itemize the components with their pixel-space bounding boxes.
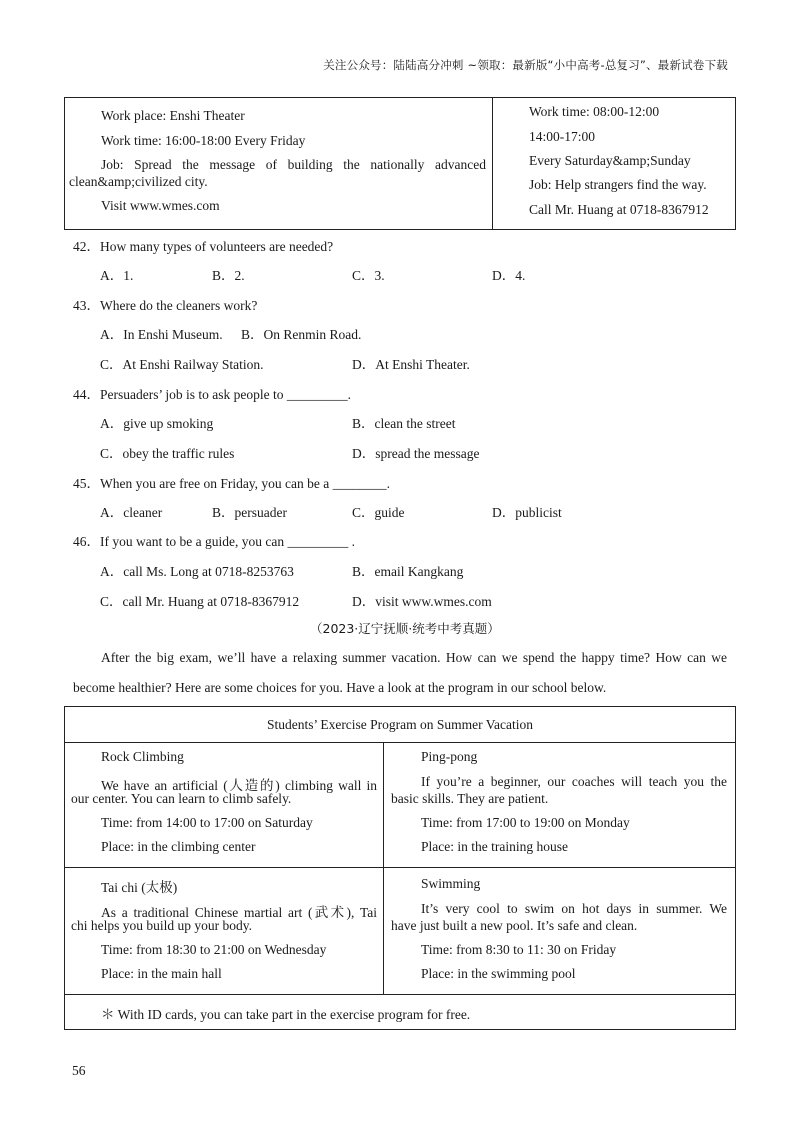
option-46-b[interactable]: B．email Kangkang [352,564,464,579]
question-44: 44．Persuaders’ job is to ask people to _________. [73,387,351,402]
swimming-desc-2: have just built a new pool. It’s safe and clean. [391,918,638,933]
work-time-1: Work time: 08:00-12:00 [529,104,660,119]
swimming-title: Swimming [421,876,481,891]
swimming-place: Place: in the swimming pool [421,966,576,981]
ping-pong-desc-2: basic skills. They are patient. [391,791,549,806]
option-43-d[interactable]: D．At Enshi Theater. [352,357,470,372]
rock-climbing-title: Rock Climbing [101,749,184,764]
ping-pong-desc-1: If you’re a beginner, our coaches will teach you the [421,774,727,789]
job-line-1: Job: Spread the message of building the nationally advanced [101,157,486,172]
swimming-desc-1: It’s very cool to swim on hot days in summer. We [421,901,727,916]
option-42-b[interactable]: B．2. [212,268,245,283]
option-46-d[interactable]: D．visit www.wmes.com [352,594,492,609]
option-45-c[interactable]: C．guide [352,505,405,520]
volunteer-table [64,97,736,230]
option-46-a[interactable]: A．call Ms. Long at 0718-8253763 [100,564,294,579]
swimming-time: Time: from 8:30 to 11: 30 on Friday [421,942,617,957]
option-44-a[interactable]: A．give up smoking [100,416,214,431]
table-caption: Students’ Exercise Program on Summer Vacation [65,707,735,743]
work-time-2: 14:00-17:00 [529,129,595,144]
option-42-d[interactable]: D．4. [492,268,526,283]
question-46: 46．If you want to be a guide, you can _________ . [73,534,355,549]
page-number: 56 [72,1063,86,1078]
tai-chi-time: Time: from 18:30 to 21:00 on Wednesday [101,942,327,957]
option-45-b[interactable]: B．persuader [212,505,287,520]
question-42: 42．How many types of volunteers are needed? [73,239,334,254]
ping-pong-title: Ping-pong [421,749,478,764]
volunteer-table-left-cell [65,98,493,229]
option-45-d[interactable]: D．publicist [492,505,562,520]
rock-climbing-desc-1: We have an artificial (人造的) climbing wall in [101,778,377,793]
tai-chi-desc-2: chi helps you build up your body. [71,918,252,933]
rock-climbing-place: Place: in the climbing center [101,839,256,854]
option-45-a[interactable]: A．cleaner [100,505,163,520]
tai-chi-place: Place: in the main hall [101,966,222,981]
ping-pong-time: Time: from 17:00 to 19:00 on Monday [421,815,630,830]
intro-line-2: become healthier? Here are some choices for you. Have a look at the program in our school below. [73,680,607,695]
intro-line-1: After the big exam, we’ll have a relaxing summer vacation. How can we spend the happy time? How can we [101,650,727,665]
rock-climbing-time: Time: from 14:00 to 17:00 on Saturday [101,815,313,830]
ping-pong-place: Place: in the training house [421,839,568,854]
option-44-b[interactable]: B．clean the street [352,416,456,431]
page-header: 关注公众号：陆陆高分冲刺 ~领取：最新版“小中高考-总复习”、最新试卷下载 [323,58,728,72]
question-43: 43．Where do the cleaners work? [73,298,258,313]
call-contact: Call Mr. Huang at 0718-8367912 [529,202,709,217]
work-time: Work time: 16:00-18:00 Every Friday [101,133,306,148]
job-line-2: clean&amp;civilized city. [69,174,208,189]
work-place: Work place: Enshi Theater [101,108,245,123]
option-43-c[interactable]: C．At Enshi Railway Station. [100,357,264,372]
rock-climbing-desc-2: our center. You can learn to climb safely. [71,791,292,806]
option-42-a[interactable]: A．1. [100,268,134,283]
exercise-program-table [64,706,736,1030]
work-days: Every Saturday&amp;Sunday [529,153,691,168]
question-45: 45．When you are free on Friday, you can be a ________. [73,476,391,491]
option-44-c[interactable]: C．obey the traffic rules [100,446,235,461]
table-footnote: ＊ With ID cards, you can take part in the exercise program for free. [101,1007,471,1022]
option-46-c[interactable]: C．call Mr. Huang at 0718-8367912 [100,594,300,609]
tai-chi-title: Tai chi (太极) [101,880,178,895]
source-citation: （2023·辽宁抚顺·统考中考真题） [310,621,500,636]
option-44-d[interactable]: D．spread the message [352,446,480,461]
tai-chi-desc-1: As a traditional Chinese martial art (武术), Tai [101,905,377,920]
job-description: Job: Help strangers find the way. [529,177,707,192]
option-43-a[interactable]: A．In Enshi Museum. [100,327,223,342]
visit-website: Visit www.wmes.com [101,198,220,213]
volunteer-table-right-cell [493,98,735,229]
option-43-b[interactable]: B．On Renmin Road. [241,327,362,342]
option-42-c[interactable]: C．3. [352,268,385,283]
